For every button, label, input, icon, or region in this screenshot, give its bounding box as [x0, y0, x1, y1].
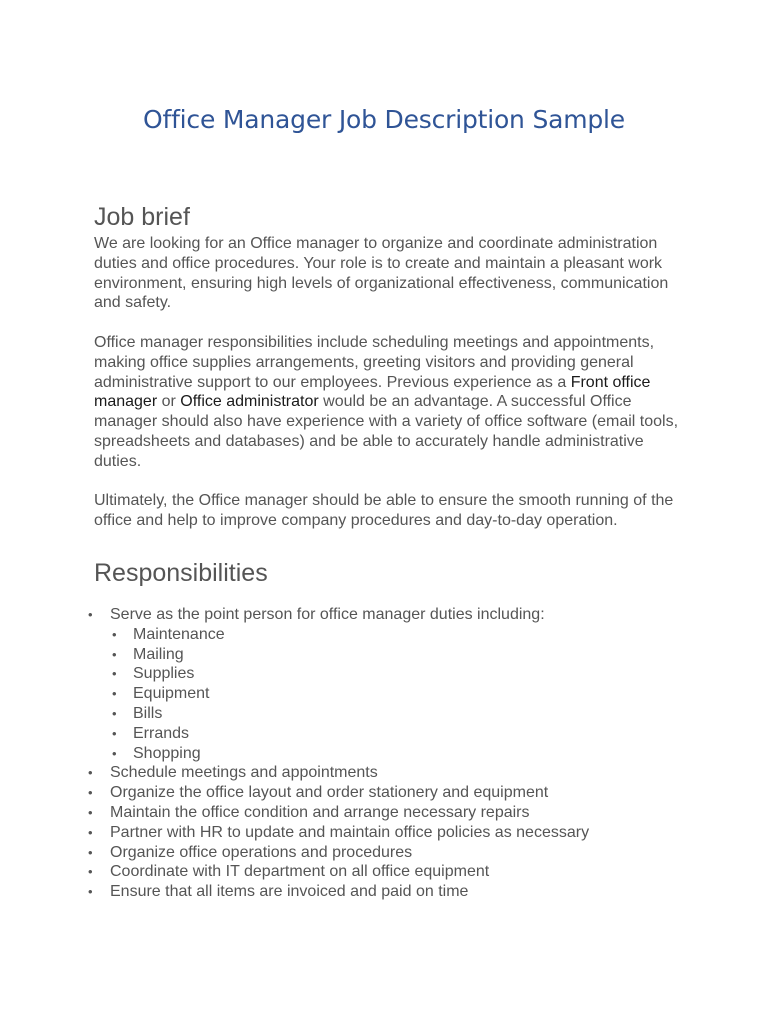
document-body [94, 200, 684, 902]
paragraph-text: or [157, 393, 181, 411]
job-brief-paragraph-3: Ultimately, the Office manager should be able to ensure the smooth running of the office and help to improve company procedures and day-to-day operation. [94, 492, 674, 530]
responsibilities-heading: Responsibilities [94, 558, 268, 587]
duties-sublist [110, 625, 684, 764]
document-title: Office Manager Job Description Sample [143, 105, 625, 134]
office-administrator-link[interactable]: Office administrator [180, 393, 319, 411]
sublist-item: • Errands [110, 724, 684, 744]
list-item: • Partner with HR to update and maintain office policies as necessary [88, 823, 684, 843]
list-item: • Ensure that all items are invoiced and paid on time [88, 882, 684, 902]
paragraph-text: Office manager responsibilities include scheduling meetings and appointments, making office supplies arrangements, greeting visitors and providing general administrative support to our employees. Previous experience as a [94, 333, 655, 391]
list-item: • Schedule meetings and appointments [88, 763, 684, 783]
sublist-item: • Bills [110, 704, 684, 724]
responsibilities-section [94, 556, 684, 902]
sublist-item: • Maintenance [110, 625, 684, 645]
list-item: • Organize office operations and procedures [88, 843, 684, 863]
list-item [88, 605, 684, 763]
list-item: • Coordinate with IT department on all office equipment [88, 862, 684, 882]
sublist-item: • Supplies [110, 664, 684, 684]
responsibilities-list [88, 605, 684, 902]
job-brief-paragraph-1: We are looking for an Office manager to organize and coordinate administration duties and office procedures. Your role is to create and maintain a pleasant work environment, ensuring high levels of organizational effectiveness, communication and safety. [94, 235, 669, 312]
front-office-manager-link[interactable]: Front office manager [94, 373, 651, 411]
job-brief-paragraph-2 [94, 333, 684, 472]
job-brief-section [94, 200, 684, 531]
sublist-item: • Mailing [110, 645, 684, 665]
sublist-item: • Equipment [110, 684, 684, 704]
sublist-item: • Shopping [110, 744, 684, 764]
list-item: • Organize the office layout and order stationery and equipment [88, 783, 684, 803]
job-brief-heading: Job brief [94, 203, 190, 231]
paragraph-text: would be an advantage. A successful Office manager should also have experience with a variety of office software (email tools, spreadsheets and databases) and be able to accurately handle administrative duties. [94, 393, 679, 470]
list-item: • Maintain the office condition and arrange necessary repairs [88, 803, 684, 823]
list-item-text: Serve as the point person for office manager duties including: [110, 605, 545, 623]
